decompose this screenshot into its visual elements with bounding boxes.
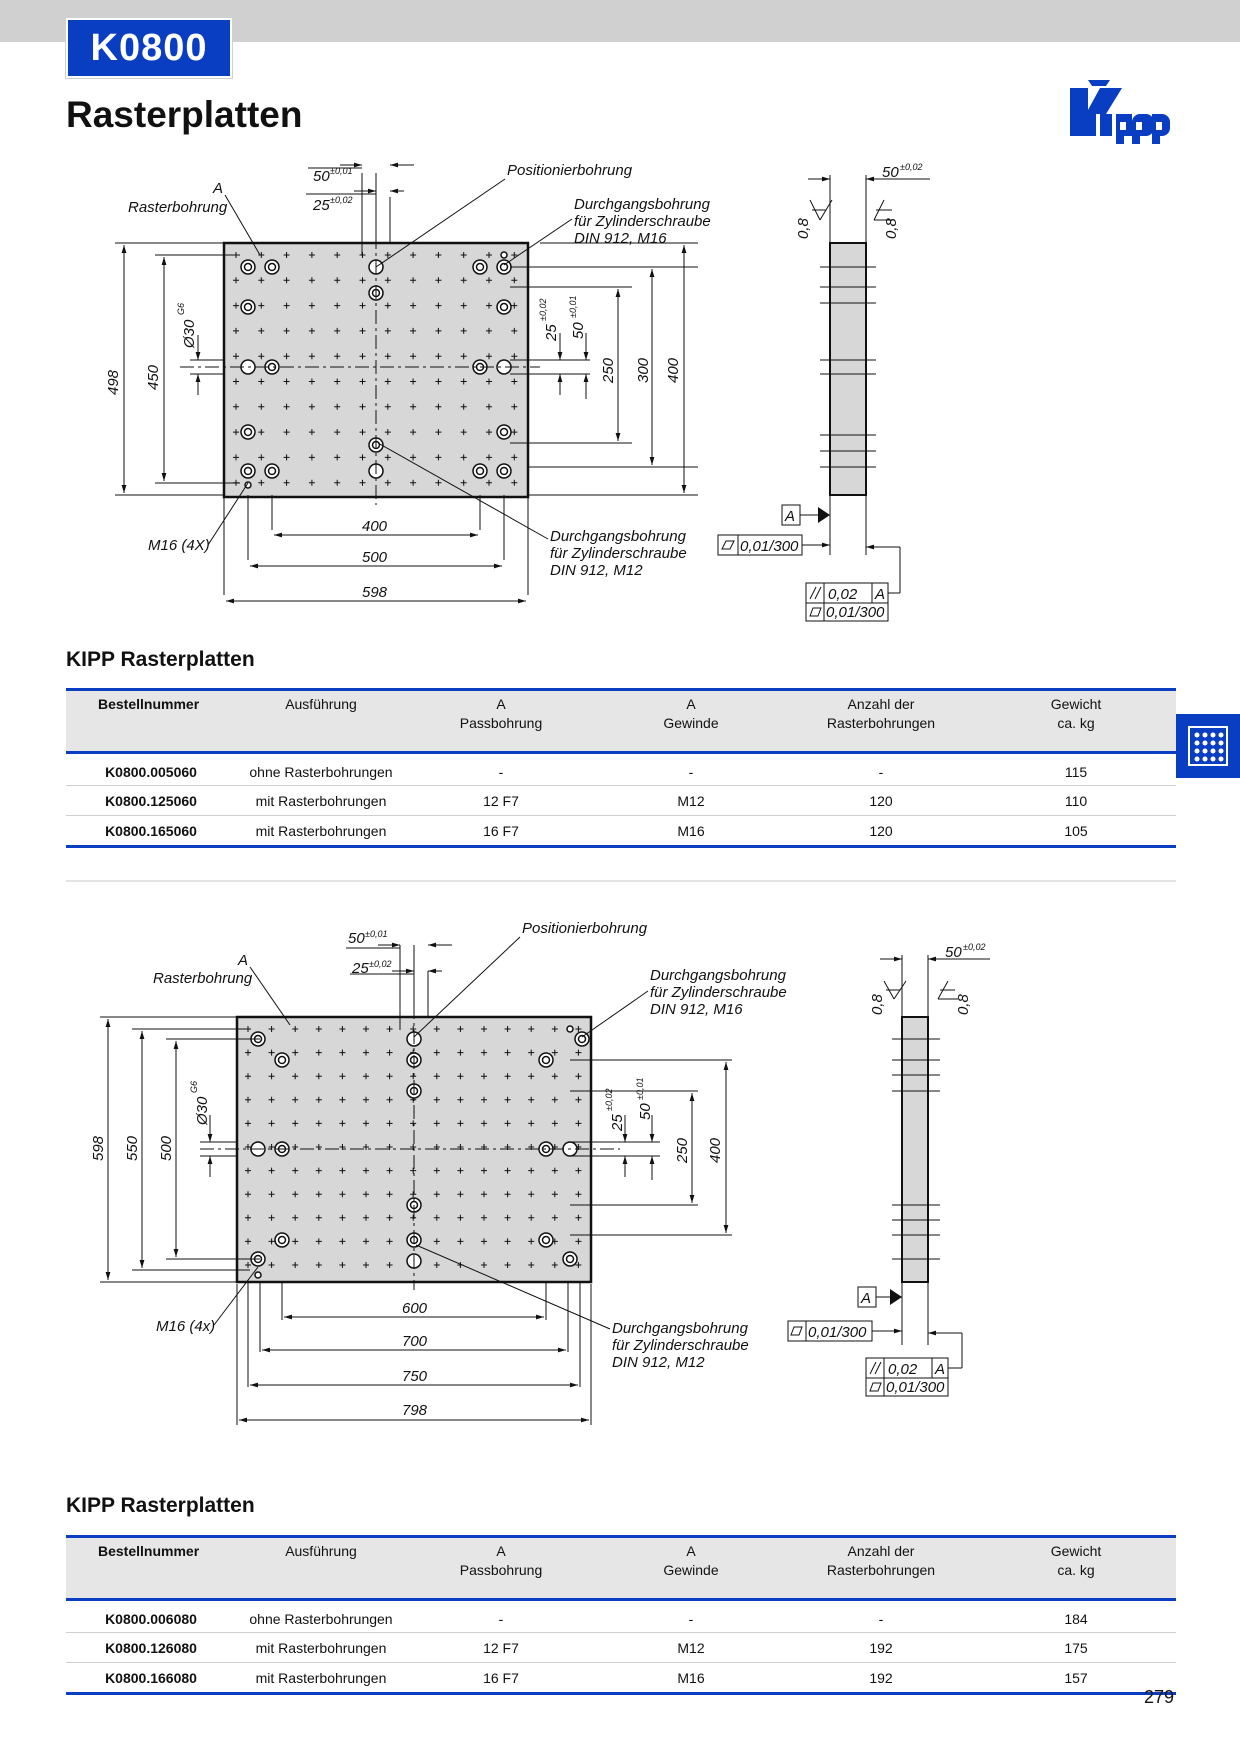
dim-400-bottom: 400: [362, 518, 388, 535]
svg-text:50: 50: [348, 930, 365, 947]
svg-text:0,02: 0,02: [888, 1361, 918, 1378]
dim-d30: Ø30: [181, 319, 198, 348]
label-rasterbohrung: Rasterbohrung: [128, 199, 228, 216]
svg-text:250: 250: [674, 1137, 691, 1163]
svg-text:0,01/300: 0,01/300: [808, 1324, 867, 1341]
svg-text:DIN 912, M12: DIN 912, M12: [612, 1354, 705, 1371]
svg-text:für Zylinderschraube: für Zylinderschraube: [612, 1337, 749, 1354]
svg-text:Durchgangsbohrung: Durchgangsbohrung: [574, 196, 710, 213]
svg-text:DIN 912, M16: DIN 912, M16: [574, 230, 667, 247]
svg-text:0,01/300: 0,01/300: [826, 604, 885, 621]
svg-text:400: 400: [707, 1137, 724, 1163]
dim-300: 300: [635, 357, 652, 383]
col-anzahl: Anzahl der Rasterbohrungen: [786, 690, 976, 753]
dim-25-top: 25: [313, 197, 330, 214]
svg-text:0,8: 0,8: [869, 994, 886, 1015]
grid-plate-icon: [1188, 726, 1228, 766]
svg-text:±0,01: ±0,01: [365, 929, 388, 939]
svg-text:±0,02: ±0,02: [330, 195, 353, 205]
svg-text:Durchgangsbohrung: Durchgangsbohrung: [612, 1320, 748, 1337]
page-number: 279: [1143, 1687, 1174, 1707]
svg-text:A: A: [213, 180, 224, 197]
table-row: K0800.006080 ohne Rasterbohrungen - - - 184: [66, 1600, 1176, 1633]
label-positionierbohrung: Positionierbohrung: [507, 162, 633, 179]
svg-text:M16 (4x): M16 (4x): [156, 1318, 216, 1335]
col-bestellnummer: Bestellnummer: [66, 1537, 236, 1600]
svg-text:50: 50: [882, 164, 899, 181]
spec-table-2: [66, 1535, 1176, 1695]
svg-text:Ø30: Ø30: [194, 1096, 211, 1125]
svg-text:550: 550: [124, 1135, 141, 1161]
section-divider: [66, 880, 1176, 882]
col-ausfuehrung: Ausführung: [236, 1537, 406, 1600]
col-gewinde: A Gewinde: [596, 1537, 786, 1600]
svg-text:700: 700: [402, 1333, 428, 1350]
datum-a: A: [785, 508, 796, 525]
svg-text:±0,02: ±0,02: [900, 162, 923, 172]
col-gewicht: Gewicht ca. kg: [976, 690, 1176, 753]
table-1-title: KIPP Rasterplatten: [66, 648, 255, 671]
svg-text:G6: G6: [189, 1080, 199, 1093]
col-passbohrung: A Passbohrung: [406, 1537, 596, 1600]
svg-text:750: 750: [402, 1368, 428, 1385]
page-title: Rasterplatten: [66, 94, 303, 135]
svg-text:±0,02: ±0,02: [963, 942, 986, 952]
svg-text:600: 600: [402, 1300, 428, 1317]
svg-text:±0,01: ±0,01: [330, 166, 353, 176]
category-tab[interactable]: [1176, 714, 1240, 778]
svg-text:±0,02: ±0,02: [538, 298, 548, 321]
dim-498: 498: [105, 369, 122, 395]
dim-500: 500: [362, 549, 388, 566]
svg-text:DIN 912, M16: DIN 912, M16: [650, 1001, 743, 1018]
dim-450: 450: [145, 364, 162, 390]
svg-text:±0,02: ±0,02: [604, 1088, 614, 1111]
svg-text:0,8: 0,8: [955, 994, 972, 1015]
svg-text:50: 50: [945, 944, 962, 961]
svg-text:Positionierbohrung: Positionierbohrung: [522, 920, 648, 937]
svg-text:für Zylinderschraube: für Zylinderschraube: [550, 545, 687, 562]
table-row: K0800.125060 mit Rasterbohrungen 12 F7 M12 120 110: [66, 786, 1176, 816]
col-ausfuehrung: Ausführung: [236, 690, 406, 753]
svg-text:±0,01: ±0,01: [635, 1077, 645, 1100]
col-gewinde: A Gewinde: [596, 690, 786, 753]
svg-text:25: 25: [609, 1114, 626, 1131]
svg-text:für Zylinderschraube: für Zylinderschraube: [574, 213, 711, 230]
table-2-title: KIPP Rasterplatten: [66, 1494, 255, 1517]
svg-text:0,01/300: 0,01/300: [886, 1379, 945, 1396]
svg-text:0,01/300: 0,01/300: [740, 538, 799, 555]
svg-text:0,02: 0,02: [828, 586, 858, 603]
technical-drawing-2: [0, 915, 1240, 1435]
svg-text:0,8: 0,8: [883, 218, 900, 239]
svg-text:A: A: [861, 1290, 872, 1307]
col-anzahl: Anzahl der Rasterbohrungen: [786, 1537, 976, 1600]
svg-text:DIN 912, M12: DIN 912, M12: [550, 562, 643, 579]
label-m16: M16 (4X): [148, 537, 210, 554]
svg-text:G6: G6: [176, 302, 186, 315]
svg-text:Rasterbohrung: Rasterbohrung: [153, 970, 253, 987]
kipp-logo: [1066, 74, 1180, 160]
svg-text:798: 798: [402, 1402, 428, 1419]
svg-text:500: 500: [158, 1135, 175, 1161]
svg-text:Durchgangsbohrung: Durchgangsbohrung: [550, 528, 686, 545]
technical-drawing-1: [0, 155, 1240, 625]
spec-table-1: [66, 688, 1176, 848]
svg-text:±0,02: ±0,02: [369, 959, 392, 969]
dim-400: 400: [665, 357, 682, 383]
table-row: K0800.165060 mit Rasterbohrungen 16 F7 M16 120 105: [66, 816, 1176, 847]
table-row: K0800.166080 mit Rasterbohrungen 16 F7 M16 192 157: [66, 1663, 1176, 1694]
table-row: K0800.005060 ohne Rasterbohrungen - - - 115: [66, 753, 1176, 786]
product-code-badge: K0800: [66, 18, 232, 78]
dim-250: 250: [600, 357, 617, 383]
svg-text:50: 50: [637, 1103, 654, 1120]
svg-text:25: 25: [543, 324, 560, 341]
svg-text:50: 50: [570, 322, 587, 339]
dim-598: 598: [362, 584, 388, 601]
table-row: K0800.126080 mit Rasterbohrungen 12 F7 M12 192 175: [66, 1633, 1176, 1663]
svg-text:±0,01: ±0,01: [568, 295, 578, 318]
dim-50-top: 50: [313, 168, 330, 185]
col-gewicht: Gewicht ca. kg: [976, 1537, 1176, 1600]
svg-text:0,8: 0,8: [795, 218, 812, 239]
svg-text:A: A: [238, 952, 249, 969]
svg-text:A: A: [875, 586, 886, 603]
svg-text:für Zylinderschraube: für Zylinderschraube: [650, 984, 787, 1001]
svg-text:Durchgangsbohrung: Durchgangsbohrung: [650, 967, 786, 984]
col-bestellnummer: Bestellnummer: [66, 690, 236, 753]
svg-text:25: 25: [352, 960, 369, 977]
svg-text:598: 598: [90, 1135, 107, 1161]
col-passbohrung: A Passbohrung: [406, 690, 596, 753]
svg-text:A: A: [935, 1361, 946, 1378]
